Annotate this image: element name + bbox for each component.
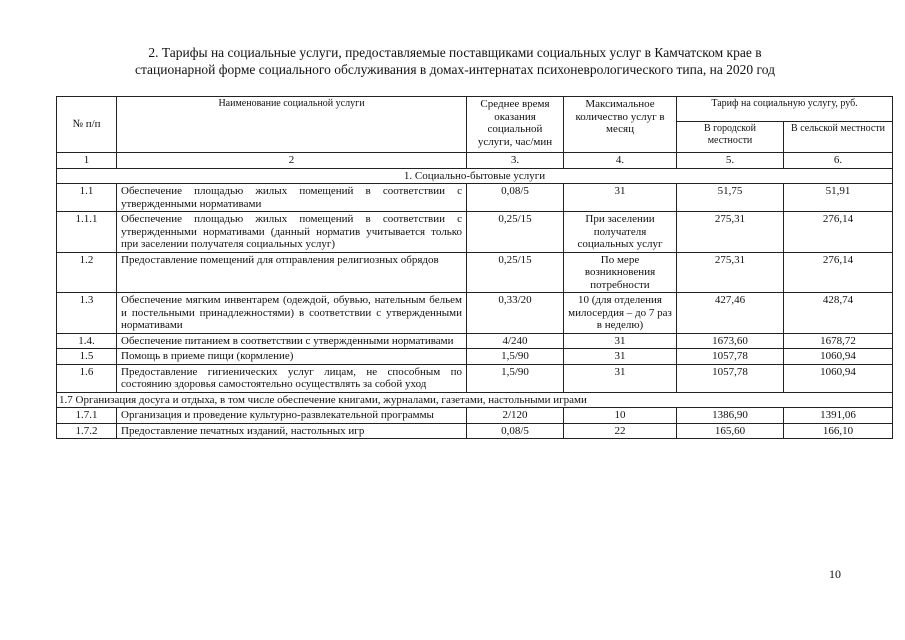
row-number: 1.4. [57,333,117,349]
tariff-rural: 51,91 [784,184,893,212]
row-number: 1.6 [57,364,117,392]
header-avg-time: Среднее время оказания социальной услуги, час/мин [467,97,564,153]
avg-time: 1,5/90 [467,364,564,392]
page-number: 10 [829,567,841,581]
tariff-rural: 1391,06 [784,408,893,424]
max-quantity: 31 [564,349,677,365]
service-name: Обеспечение площадью жилых помещений в соответствии с утвержденными нормативами [117,184,467,212]
avg-time: 0,08/5 [467,184,564,212]
section-row [57,168,893,184]
row-number: 1.3 [57,293,117,334]
rows-group-b [57,408,893,439]
table-row [57,293,893,334]
column-number-row [57,153,893,169]
table-row [57,408,893,424]
avg-time: 0,33/20 [467,293,564,334]
avg-time: 0,25/15 [467,252,564,293]
row-number: 1.1.1 [57,212,117,253]
tariff-rural: 1060,94 [784,364,893,392]
avg-time: 4/240 [467,333,564,349]
tariff-table [56,96,893,439]
avg-time: 1,5/90 [467,349,564,365]
table-row [57,184,893,212]
col-number: 5. [677,153,784,169]
col-number: 3. [467,153,564,169]
table-row [57,364,893,392]
col-number: 2 [117,153,467,169]
tariff-rural: 276,14 [784,252,893,293]
avg-time: 0,25/15 [467,212,564,253]
tariff-rural: 166,10 [784,423,893,439]
header-num: № п/п [57,97,117,153]
tariff-rural: 1060,94 [784,349,893,365]
service-name: Помощь в приеме пищи (кормление) [117,349,467,365]
row-number: 1.5 [57,349,117,365]
header-max-qty: Максимальное количество услуг в месяц [564,97,677,153]
avg-time: 2/120 [467,408,564,424]
tariff-urban: 1386,90 [677,408,784,424]
subsection-row [57,392,893,408]
max-quantity: 22 [564,423,677,439]
service-name: Обеспечение питанием в соответствии с утвержденными нормативами [117,333,467,349]
max-quantity: 31 [564,333,677,349]
service-name: Обеспечение площадью жилых помещений в соответствии с утвержденными нормативами (данный норматив учитывается только при заселении получателя социальных услуг) [117,212,467,253]
table-row [57,333,893,349]
max-quantity: При заселении получателя социальных услуг [564,212,677,253]
max-quantity: 10 (для отделения милосердия – до 7 раз в неделю) [564,293,677,334]
max-quantity: 31 [564,184,677,212]
header-rural: В сельской местности [784,122,893,153]
tariff-urban: 275,31 [677,252,784,293]
row-number: 1.7.1 [57,408,117,424]
header-name: Наименование социальной услуги [117,97,467,153]
header-row [57,97,893,122]
header-tariff: Тариф на социальную услугу, руб. [677,97,893,122]
table-row [57,423,893,439]
tariff-rural: 276,14 [784,212,893,253]
section-title: 1. Социально-бытовые услуги [57,168,893,184]
service-name: Предоставление помещений для отправления религиозных обрядов [117,252,467,293]
tariff-urban: 1057,78 [677,364,784,392]
tariff-urban: 165,60 [677,423,784,439]
tariff-rural: 1678,72 [784,333,893,349]
row-number: 1.2 [57,252,117,293]
title-line-2: стационарной форме социального обслуживания в домах-интернатах психоневрологического типа, на 2020 год [134,62,775,77]
row-number: 1.7.2 [57,423,117,439]
rows-group-a [57,184,893,393]
table-row [57,252,893,293]
tariff-urban: 427,46 [677,293,784,334]
table-row [57,212,893,253]
avg-time: 0,08/5 [467,423,564,439]
row-number: 1.1 [57,184,117,212]
col-number: 6. [784,153,893,169]
col-number: 1 [57,153,117,169]
service-name: Организация и проведение культурно-развлекательной программы [117,408,467,424]
subsection-title: 1.7 Организация досуга и отдыха, в том числе обеспечение книгами, журналами, газетами, настольными играми [57,392,893,408]
title-line-1: 2. Тарифы на социальные услуги, предоставляемые поставщиками социальных услуг в Камчатском крае в [148,45,762,60]
table-row [57,349,893,365]
service-name: Предоставление гигиенических услуг лицам, не способным по состоянию здоровья самостоятельно осуществлять за собой уход [117,364,467,392]
max-quantity: 31 [564,364,677,392]
max-quantity: 10 [564,408,677,424]
service-name: Обеспечение мягким инвентарем (одеждой, обувью, нательным бельем и постельными принадлежностями) в соответствии с утвержденными нормативами [117,293,467,334]
tariff-urban: 275,31 [677,212,784,253]
max-quantity: По мере возникновения потребности [564,252,677,293]
page-title [60,44,850,78]
tariff-urban: 51,75 [677,184,784,212]
header-urban: В городской местности [677,122,784,153]
service-name: Предоставление печатных изданий, настольных игр [117,423,467,439]
col-number: 4. [564,153,677,169]
tariff-urban: 1057,78 [677,349,784,365]
tariff-urban: 1673,60 [677,333,784,349]
tariff-rural: 428,74 [784,293,893,334]
